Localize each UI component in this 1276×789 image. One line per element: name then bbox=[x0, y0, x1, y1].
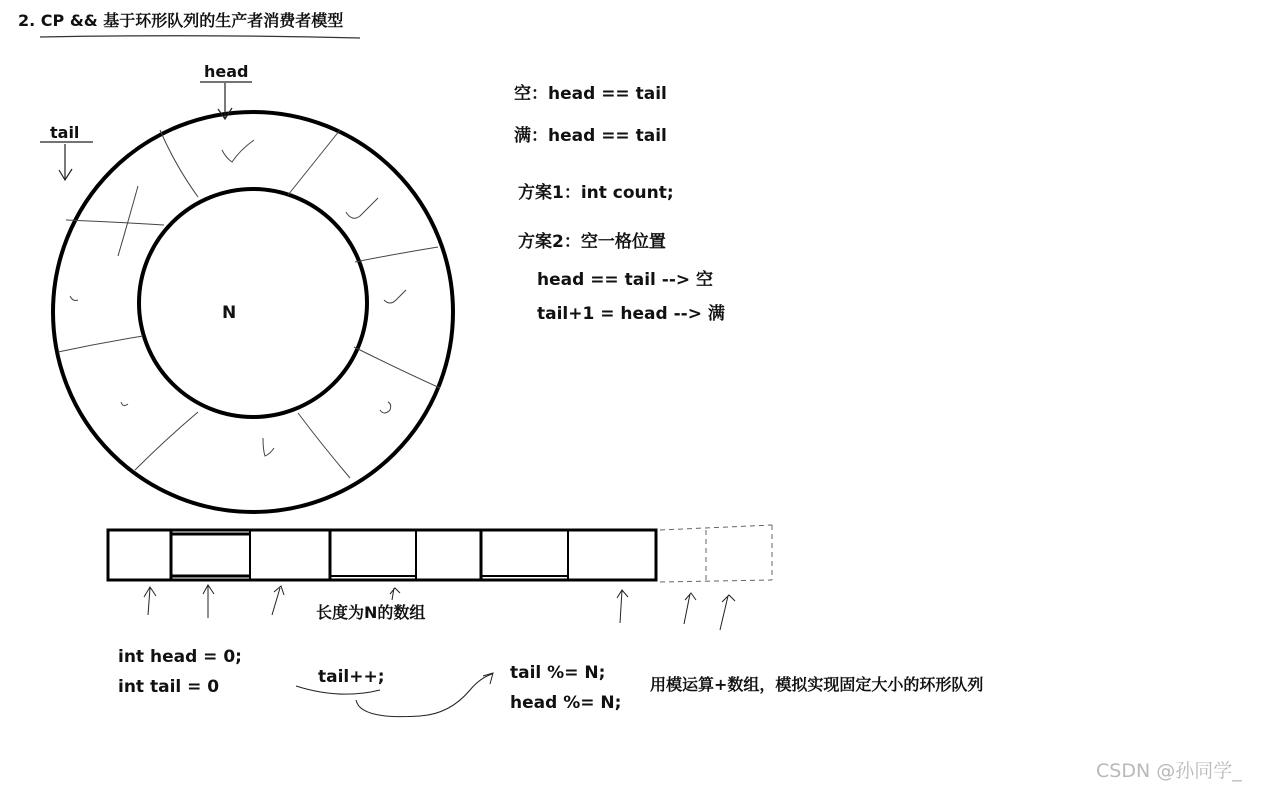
diagram-title: 2. CP && 基于环形队列的生产者消费者模型 bbox=[18, 11, 344, 30]
tail-label: tail bbox=[50, 123, 80, 142]
summary-note: 用模运算+数组，模拟实现固定大小的环形队列 bbox=[650, 675, 984, 694]
empty-condition-note: 空：head == tail bbox=[514, 84, 667, 104]
init-head-code: int head = 0; bbox=[118, 647, 242, 667]
plan2-note: 方案2：空一格位置 bbox=[518, 232, 666, 252]
array-length-label: 长度为N的数组 bbox=[316, 603, 426, 622]
tail-pointer-arrow bbox=[40, 142, 93, 180]
full-condition-note: 满：head == tail bbox=[514, 126, 667, 146]
ring-center-label: N bbox=[222, 303, 237, 323]
plan2-empty-note: head == tail --> 空 bbox=[537, 270, 714, 290]
increment-code: tail++; bbox=[318, 667, 385, 687]
title-underline bbox=[40, 36, 360, 38]
array-dashed-continuation bbox=[660, 525, 772, 582]
head-label: head bbox=[204, 62, 249, 81]
ring-outer-circle bbox=[53, 112, 453, 512]
modulo-head-code: head %= N; bbox=[510, 693, 622, 713]
ring-segment-dividers bbox=[58, 130, 440, 478]
ring-inner-circle bbox=[139, 189, 367, 417]
init-tail-code: int tail = 0 bbox=[118, 677, 220, 697]
watermark: CSDN @孙同学_ bbox=[1096, 760, 1242, 782]
plan1-note: 方案1：int count; bbox=[518, 183, 674, 203]
modulo-tail-code: tail %= N; bbox=[510, 663, 606, 683]
plan2-full-note: tail+1 = head --> 满 bbox=[537, 304, 725, 324]
ring-check-marks bbox=[70, 140, 406, 456]
array-cells bbox=[108, 530, 656, 580]
array-index-arrows bbox=[144, 585, 735, 630]
